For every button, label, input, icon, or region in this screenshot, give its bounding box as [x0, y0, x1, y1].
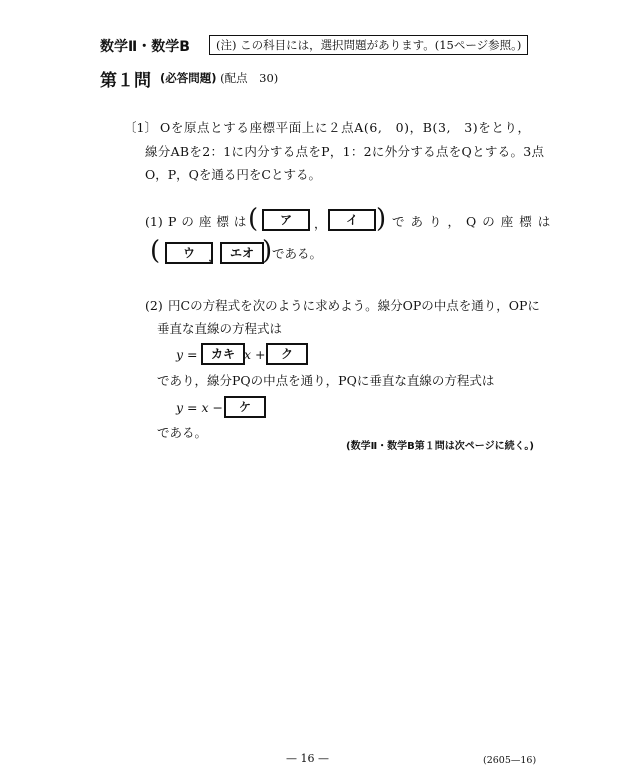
answer-box-i[interactable]: イ — [328, 209, 376, 231]
continue-note: (数学Ⅱ・数学B第１問は次ページに続く。) — [346, 441, 534, 452]
answer-box-eo[interactable]: エオ — [220, 242, 264, 264]
answer-box-ke[interactable]: ケ — [224, 396, 266, 418]
sub1-text-q-coord: であり，Qの座標は — [392, 214, 557, 229]
eq1-mid: x + — [244, 347, 266, 362]
part-line-3: O，P，Qを通る円をCとする。 — [145, 167, 321, 182]
paren-close-q: ) — [262, 236, 273, 266]
question-title: 第１問 — [100, 71, 151, 91]
answer-box-a[interactable]: ア — [262, 209, 310, 231]
answer-box-u[interactable]: ウ — [165, 242, 213, 264]
required-label: (必答問題) — [160, 71, 217, 85]
part-line-2: 線分ABを2：1に内分する点をP，1：2に外分する点をQとする。3点 — [145, 144, 545, 159]
points-label: (配点 30) — [220, 71, 279, 85]
answer-box-ku[interactable]: ク — [266, 343, 308, 365]
page-code: (2605—16) — [483, 755, 537, 766]
sub2-line-3: であり，線分PQの中点を通り，PQに垂直な直線の方程式は — [157, 373, 495, 388]
eq1-prefix: y = — [176, 347, 198, 362]
sub1-text-p-coord: Pの座標は — [168, 214, 252, 229]
answer-box-kaki[interactable]: カキ — [201, 343, 245, 365]
page-number: — 16 — — [286, 752, 329, 765]
selection-note: (注) この科目には，選択問題があります。(15ページ参照。) — [209, 35, 528, 55]
sub1-marker: (1) — [145, 214, 163, 229]
sub2-line-1: 円Cの方程式を次のように求めよう。線分OPの中点を通り，OPに — [168, 298, 540, 313]
part-marker: 〔1〕 — [124, 120, 157, 135]
sub1-text-end: である。 — [272, 246, 323, 261]
sub2-marker: (2) — [145, 298, 163, 313]
sub2-line-4: である。 — [157, 425, 208, 440]
eq2-prefix: y = x − — [176, 400, 223, 415]
comma-p: ， — [314, 216, 327, 231]
paren-open-p: ( — [248, 204, 259, 234]
sub2-line-2: 垂直な直線の方程式は — [157, 321, 283, 336]
comma-q: ， — [208, 249, 221, 264]
paren-open-q: ( — [150, 236, 161, 266]
part-line-1: Oを原点とする座標平面上に２点A(6, 0)，B(3, 3)をとり， — [160, 120, 531, 135]
question-meta — [160, 70, 278, 86]
subject-title: 数学Ⅱ・数学B — [100, 39, 190, 55]
paren-close-p: ) — [376, 204, 387, 234]
